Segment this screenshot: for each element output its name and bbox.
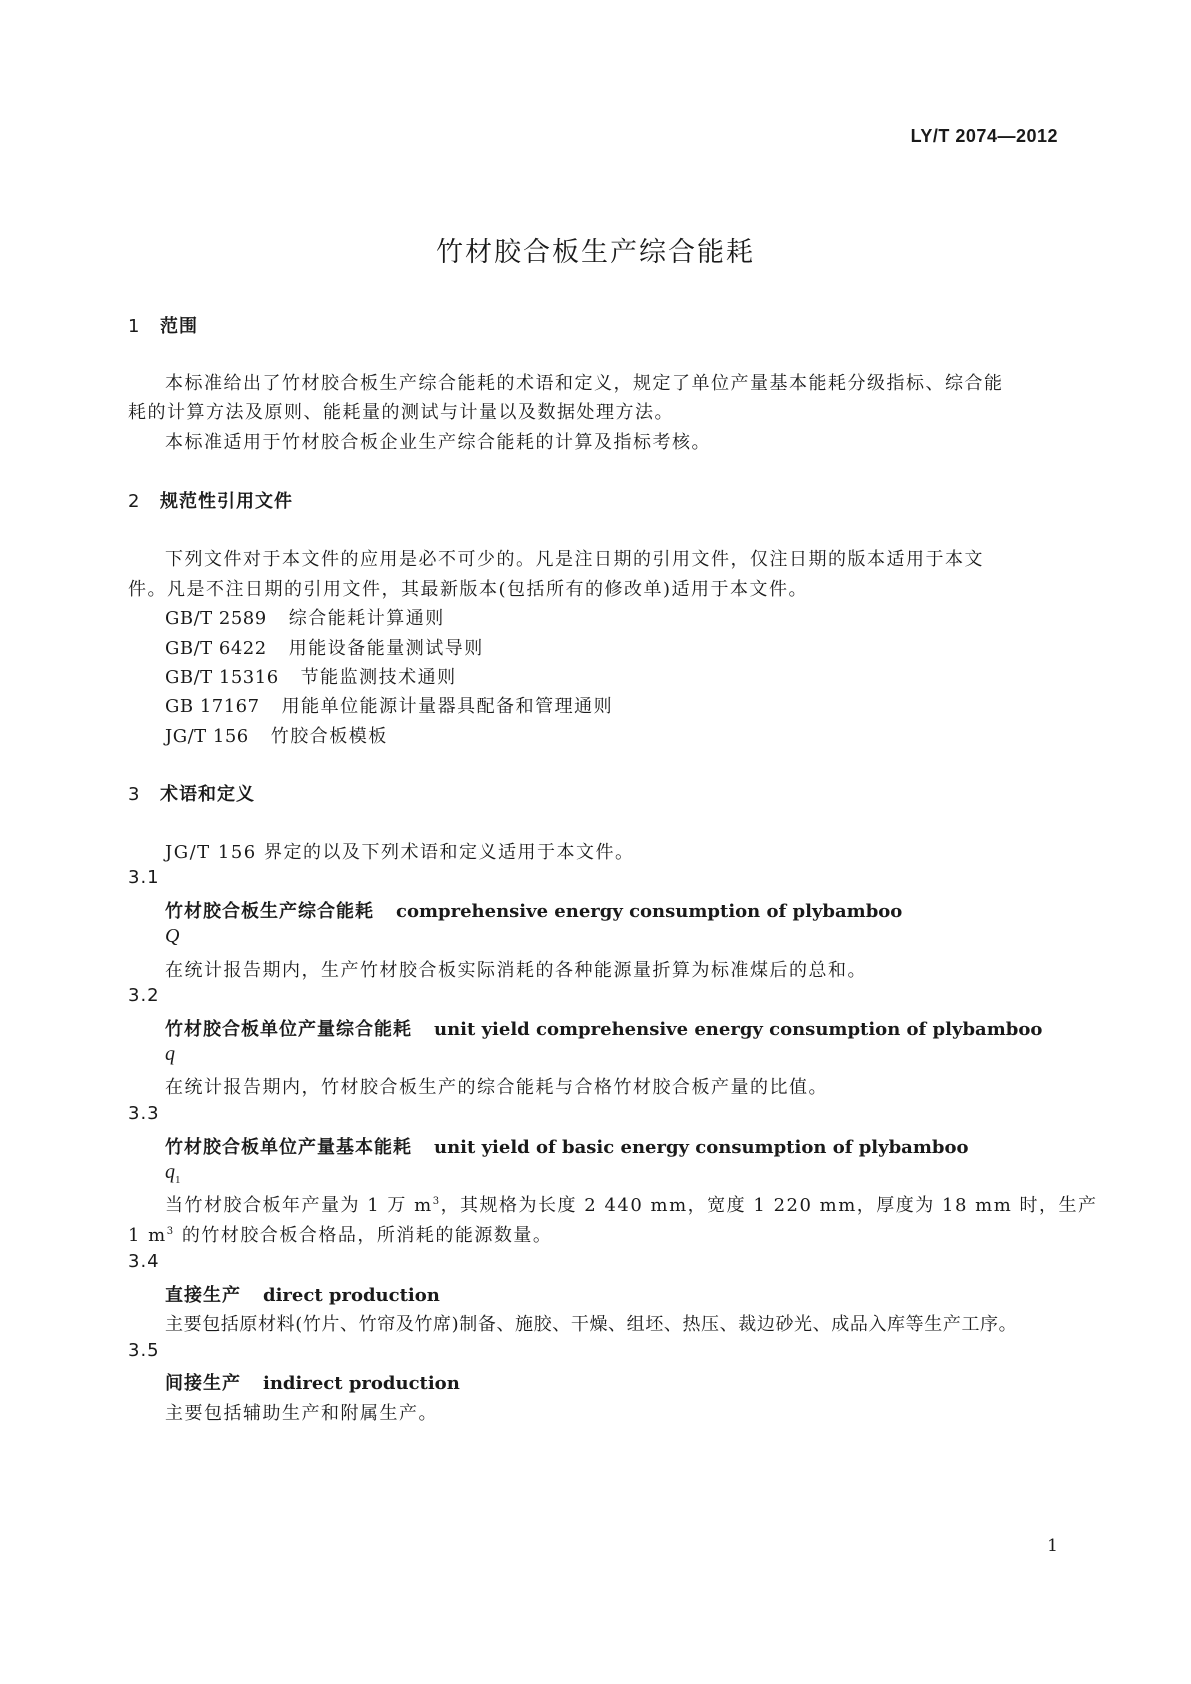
clause-number: 3.4 [128, 1251, 160, 1272]
clause-number: 3.2 [128, 985, 160, 1006]
reference-title: 竹胶合板模板 [270, 726, 388, 747]
term-english: comprehensive energy consumption of plybamboo [396, 901, 903, 922]
standard-code: LY/T 2074—2012 [910, 126, 1058, 146]
term-definition-line [128, 1221, 552, 1247]
reference-title: 综合能耗计算通则 [288, 608, 445, 629]
reference-title: 节能监测技术通则 [300, 667, 457, 688]
clause-number: 3.1 [128, 867, 160, 888]
paragraph-line: 件。凡是不注日期的引用文件，其最新版本(包括所有的修改单)适用于本文件。 [128, 579, 809, 600]
reference-title: 用能单位能源计量器具配备和管理通则 [281, 696, 614, 717]
term-entry [165, 1369, 460, 1395]
section-number: 2 [128, 491, 141, 512]
term-english: unit yield comprehensive energy consumption of plybamboo [434, 1019, 1043, 1040]
paragraph-line: 本标准适用于竹材胶合板企业生产综合能耗的计算及指标考核。 [165, 432, 711, 453]
term-chinese: 竹材胶合板单位产量综合能耗 [165, 1019, 412, 1040]
term-definition: 在统计报告期内，竹材胶合板生产的综合能耗与合格竹材胶合板产量的比值。 [165, 1077, 828, 1098]
term-symbol: Q [165, 925, 180, 947]
paragraph-line: 下列文件对于本文件的应用是必不可少的。凡是注日期的引用文件，仅注日期的版本适用于本文 [165, 549, 984, 570]
term-chinese: 直接生产 [165, 1285, 241, 1306]
clause-number: 3.5 [128, 1340, 160, 1361]
term-entry [165, 1281, 440, 1307]
page-number: 1 [1047, 1536, 1058, 1556]
term-definition: 主要包括辅助生产和附属生产。 [165, 1403, 438, 1424]
term-english: unit yield of basic energy consumption of plybamboo [434, 1137, 969, 1158]
reference-code: GB/T 15316 [165, 667, 279, 688]
section-title: 范围 [160, 316, 198, 337]
section-2-heading [128, 487, 293, 513]
term-english: direct production [263, 1285, 440, 1306]
term-symbol: q [165, 1043, 175, 1065]
reference-code: GB/T 2589 [165, 608, 267, 629]
section-title: 术语和定义 [160, 784, 255, 805]
paragraph-line: 本标准给出了竹材胶合板生产综合能耗的术语和定义，规定了单位产量基本能耗分级指标、综合能 [165, 373, 1004, 394]
term-definition: 主要包括原材料(竹片、竹帘及竹席)制备、施胶、干燥、组坯、热压、裁边砂光、成品入库等生产工序。 [165, 1314, 1018, 1335]
term-definition-line [165, 1191, 1098, 1217]
term-chinese: 竹材胶合板生产综合能耗 [165, 901, 374, 922]
definition-text: 的竹材胶合板合格品，所消耗的能源数量。 [174, 1225, 553, 1246]
reference-item [165, 663, 457, 689]
term-entry [165, 1133, 969, 1159]
reference-code: GB/T 6422 [165, 638, 267, 659]
term-symbol [165, 1161, 181, 1186]
clause-number: 3.3 [128, 1103, 160, 1124]
section-number: 1 [128, 316, 141, 337]
definition-text: 1 m [128, 1225, 167, 1246]
section-title: 规范性引用文件 [160, 491, 293, 512]
symbol-base: q [165, 1161, 175, 1183]
superscript: 3 [166, 1226, 175, 1237]
definition-text: 当竹材胶合板年产量为 1 万 m [165, 1195, 433, 1216]
term-chinese: 竹材胶合板单位产量基本能耗 [165, 1137, 412, 1158]
reference-item [165, 692, 613, 718]
section-1-heading [128, 312, 198, 338]
paragraph-line: JG/T 156 界定的以及下列术语和定义适用于本文件。 [165, 842, 635, 863]
term-english: indirect production [263, 1373, 460, 1394]
section-3-heading [128, 780, 255, 806]
reference-item [165, 634, 484, 660]
section-number: 3 [128, 784, 141, 805]
symbol-subscript: 1 [175, 1174, 181, 1186]
term-entry [165, 897, 902, 923]
reference-item [165, 722, 388, 748]
term-entry [165, 1015, 1042, 1041]
superscript: 3 [432, 1196, 441, 1207]
document-title: 竹材胶合板生产综合能耗 [436, 237, 755, 268]
paragraph-line: 耗的计算方法及原则、能耗量的测试与计量以及数据处理方法。 [128, 402, 674, 423]
reference-item [165, 604, 445, 630]
definition-text: ，其规格为长度 2 440 mm，宽度 1 220 mm，厚度为 18 mm 时，生产 [440, 1195, 1098, 1216]
reference-code: JG/T 156 [165, 726, 249, 747]
term-definition: 在统计报告期内，生产竹材胶合板实际消耗的各种能源量折算为标准煤后的总和。 [165, 960, 867, 981]
term-chinese: 间接生产 [165, 1373, 241, 1394]
reference-title: 用能设备能量测试导则 [288, 638, 484, 659]
reference-code: GB 17167 [165, 696, 260, 717]
